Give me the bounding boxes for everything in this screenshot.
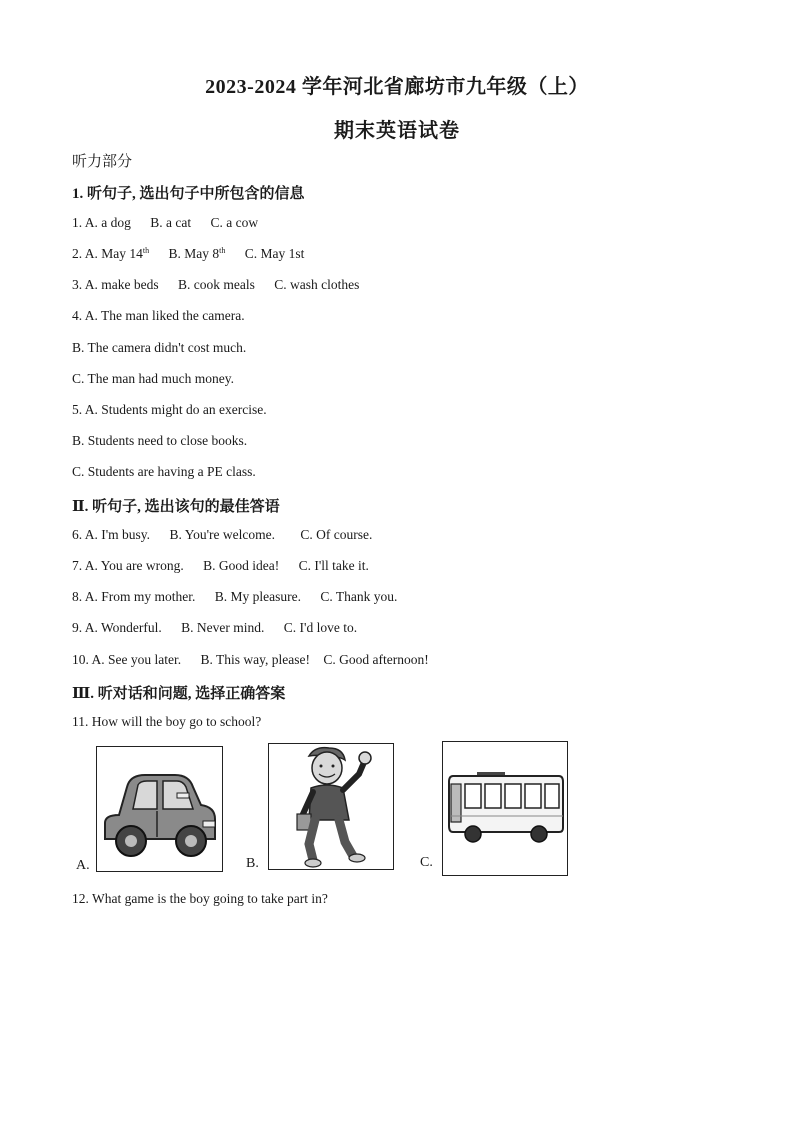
q11-label-c: C. [420, 855, 433, 870]
q5-option-a: 5. A. Students might do an exercise. [72, 402, 267, 417]
car-picture [96, 746, 223, 872]
q9-option-c: C. I'd love to. [283, 620, 358, 635]
q3-option-b: B. cook meals [178, 277, 255, 292]
q8-option-c: C. Thank you. [320, 589, 398, 604]
q10-option-c: C. Good afternoon! [323, 652, 429, 667]
car-icon [97, 747, 222, 871]
q2-number: 2. A. [72, 246, 98, 261]
q9-option-a: 9. A. Wonderful. [72, 620, 162, 635]
q6-option-a: 6. A. I'm busy. [72, 527, 151, 542]
question-2 [72, 246, 304, 262]
question-9 [72, 620, 357, 636]
q2-option-a-sup: th [142, 246, 150, 255]
q3-option-a: make beds [101, 277, 159, 292]
question-7 [72, 558, 369, 574]
q7-option-c: C. I'll take it. [298, 558, 369, 573]
boy-walking-picture [268, 743, 394, 870]
q2-option-b [169, 246, 226, 261]
q4-option-b: B. The camera didn't cost much. [72, 340, 247, 355]
q2-option-a [101, 246, 149, 261]
q3-option-c: C. wash clothes [274, 277, 360, 292]
q1-option-b: B. a cat [150, 215, 192, 230]
q8-option-b: B. My pleasure. [214, 589, 301, 604]
q4-option-a: 4. A. The man liked the camera. [72, 308, 245, 323]
q4-option-c: C. The man had much money. [72, 371, 234, 386]
question-3 [72, 277, 359, 293]
section2-heading: Ⅱ. 听句子, 选出该句的最佳答语 [72, 499, 280, 515]
q1-number: 1. A. [72, 215, 98, 230]
q10-option-b: B. This way, please! [200, 652, 310, 667]
exam-subtitle: 期末英语试卷 [334, 120, 460, 142]
q12-question: 12. What game is the boy going to take part in? [72, 891, 328, 906]
q5-option-b: B. Students need to close books. [72, 433, 248, 448]
q10-option-a: 10. A. See you later. [72, 652, 182, 667]
q3-number: 3. A. [72, 277, 98, 292]
question-1 [72, 215, 258, 231]
q6-option-b: B. You're welcome. [169, 527, 275, 542]
bus-icon [443, 742, 567, 875]
question-10 [72, 652, 429, 668]
q1-option-a: a dog [101, 215, 131, 230]
question-6 [72, 527, 372, 543]
question-8 [72, 589, 397, 605]
q7-option-b: B. Good idea! [203, 558, 280, 573]
q1-option-c: C. a cow [210, 215, 259, 230]
q2-option-a-text: May 14 [101, 246, 143, 261]
q11-label-b: B. [246, 856, 259, 871]
q11-label-a: A. [76, 858, 90, 873]
exam-title: 2023-2024 学年河北省廊坊市九年级（上） [205, 76, 589, 98]
q2-option-b-sup: th [219, 246, 226, 255]
q8-option-a: 8. A. From my mother. [72, 589, 196, 604]
q2-option-c: C. May 1st [244, 246, 305, 261]
q9-option-b: B. Never mind. [181, 620, 265, 635]
q7-option-a: 7. A. You are wrong. [72, 558, 184, 573]
q2-option-b-text: B. May 8 [168, 246, 220, 261]
part-label: 听力部分 [72, 154, 133, 170]
q6-option-c: C. Of course. [300, 527, 373, 542]
q11-question: 11. How will the boy go to school? [72, 714, 262, 729]
section3-heading: Ⅲ. 听对话和问题, 选择正确答案 [72, 686, 286, 702]
section1-heading: 1. 听句子, 选出句子中所包含的信息 [72, 186, 305, 202]
q5-option-c: C. Students are having a PE class. [72, 464, 256, 479]
boy-icon [269, 744, 393, 869]
bus-picture [442, 741, 568, 876]
